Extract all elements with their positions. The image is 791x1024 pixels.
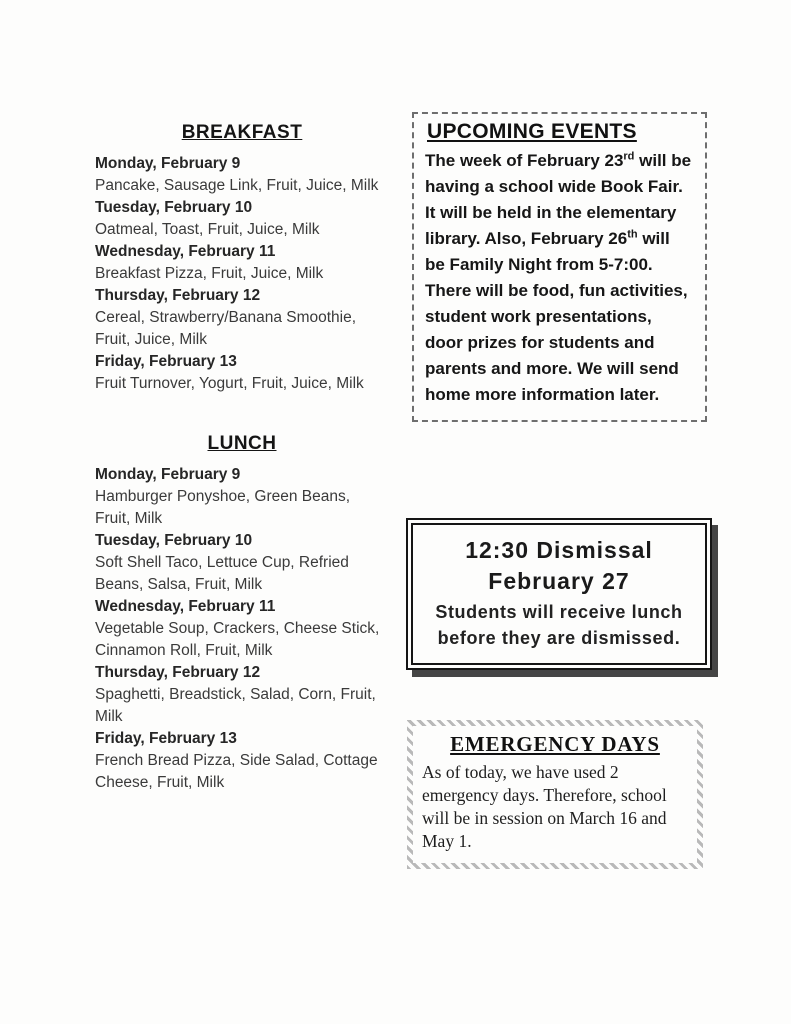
breakfast-day-block xyxy=(95,351,389,395)
dismissal-time-line: 12:30 Dismissal xyxy=(465,537,653,563)
breakfast-day-block xyxy=(95,241,389,285)
day-label: Friday, February 13 xyxy=(95,730,237,747)
emergency-days-frame xyxy=(413,726,697,863)
lunch-day-block xyxy=(95,464,389,530)
day-label: Wednesday, February 11 xyxy=(95,598,276,615)
upcoming-events-heading: UPCOMING EVENTS xyxy=(427,120,637,143)
day-label: Wednesday, February 11 xyxy=(95,243,276,260)
lunch-day-block xyxy=(95,530,389,596)
upcoming-body-text: will be Family Night from 5-7:00. There will be food, fun activities, student work presentations, door prizes for students and parents and more. We will send home more information later. xyxy=(425,229,688,404)
dismissal-date-line: February 27 xyxy=(488,568,630,594)
menu-items: Oatmeal, Toast, Fruit, Juice, Milk xyxy=(95,221,320,238)
ordinal-superscript: th xyxy=(627,228,638,241)
lunch-day-block xyxy=(95,728,389,794)
day-label: Monday, February 9 xyxy=(95,466,241,483)
breakfast-day-block xyxy=(95,285,389,351)
menu-items: Vegetable Soup, Crackers, Cheese Stick, Cinnamon Roll, Fruit, Milk xyxy=(95,620,380,659)
emergency-days-box xyxy=(407,720,703,869)
day-label: Tuesday, February 10 xyxy=(95,199,253,216)
lunch-day-block xyxy=(95,662,389,728)
lunch-heading: LUNCH xyxy=(207,433,277,454)
day-label: Thursday, February 12 xyxy=(95,287,261,304)
day-label: Tuesday, February 10 xyxy=(95,532,253,549)
dismissal-body-text: Students will receive lunch before they are dismissed. xyxy=(435,602,683,648)
day-label: Monday, February 9 xyxy=(95,155,241,172)
breakfast-heading: BREAKFAST xyxy=(181,122,303,143)
upcoming-events-box xyxy=(412,112,707,422)
dismissal-notice-box xyxy=(406,518,712,670)
menu-items: Breakfast Pizza, Fruit, Juice, Milk xyxy=(95,265,324,282)
day-label: Friday, February 13 xyxy=(95,353,237,370)
day-label: Thursday, February 12 xyxy=(95,664,261,681)
menu-column xyxy=(95,122,389,794)
menu-items: Cereal, Strawberry/Banana Smoothie, Fruit, Juice, Milk xyxy=(95,309,357,348)
menu-items: Soft Shell Taco, Lettuce Cup, Refried Beans, Salsa, Fruit, Milk xyxy=(95,554,349,593)
menu-items: French Bread Pizza, Side Salad, Cottage Cheese, Fruit, Milk xyxy=(95,752,378,791)
menu-items: Spaghetti, Breadstick, Salad, Corn, Fruit, Milk xyxy=(95,686,376,725)
lunch-day-block xyxy=(95,596,389,662)
emergency-days-body: As of today, we have used 2 emergency days. Therefore, school will be in session on March 16 and May 1. xyxy=(422,762,667,851)
menu-items: Hamburger Ponyshoe, Green Beans, Fruit, Milk xyxy=(95,488,351,527)
emergency-days-heading: EMERGENCY DAYS xyxy=(450,732,660,756)
upcoming-body-text: The week of February 23 xyxy=(425,151,624,170)
upcoming-events-body xyxy=(425,148,694,408)
breakfast-day-block xyxy=(95,153,389,197)
menu-items: Fruit Turnover, Yogurt, Fruit, Juice, Milk xyxy=(95,375,364,392)
menu-items: Pancake, Sausage Link, Fruit, Juice, Milk xyxy=(95,177,379,194)
ordinal-superscript: rd xyxy=(623,150,635,163)
breakfast-day-block xyxy=(95,197,389,241)
dismissal-notice-frame xyxy=(411,523,707,665)
upcoming-body-text: will be having a school wide Book Fair. It will be held in the elementary library. Also, February 26 xyxy=(425,151,692,248)
